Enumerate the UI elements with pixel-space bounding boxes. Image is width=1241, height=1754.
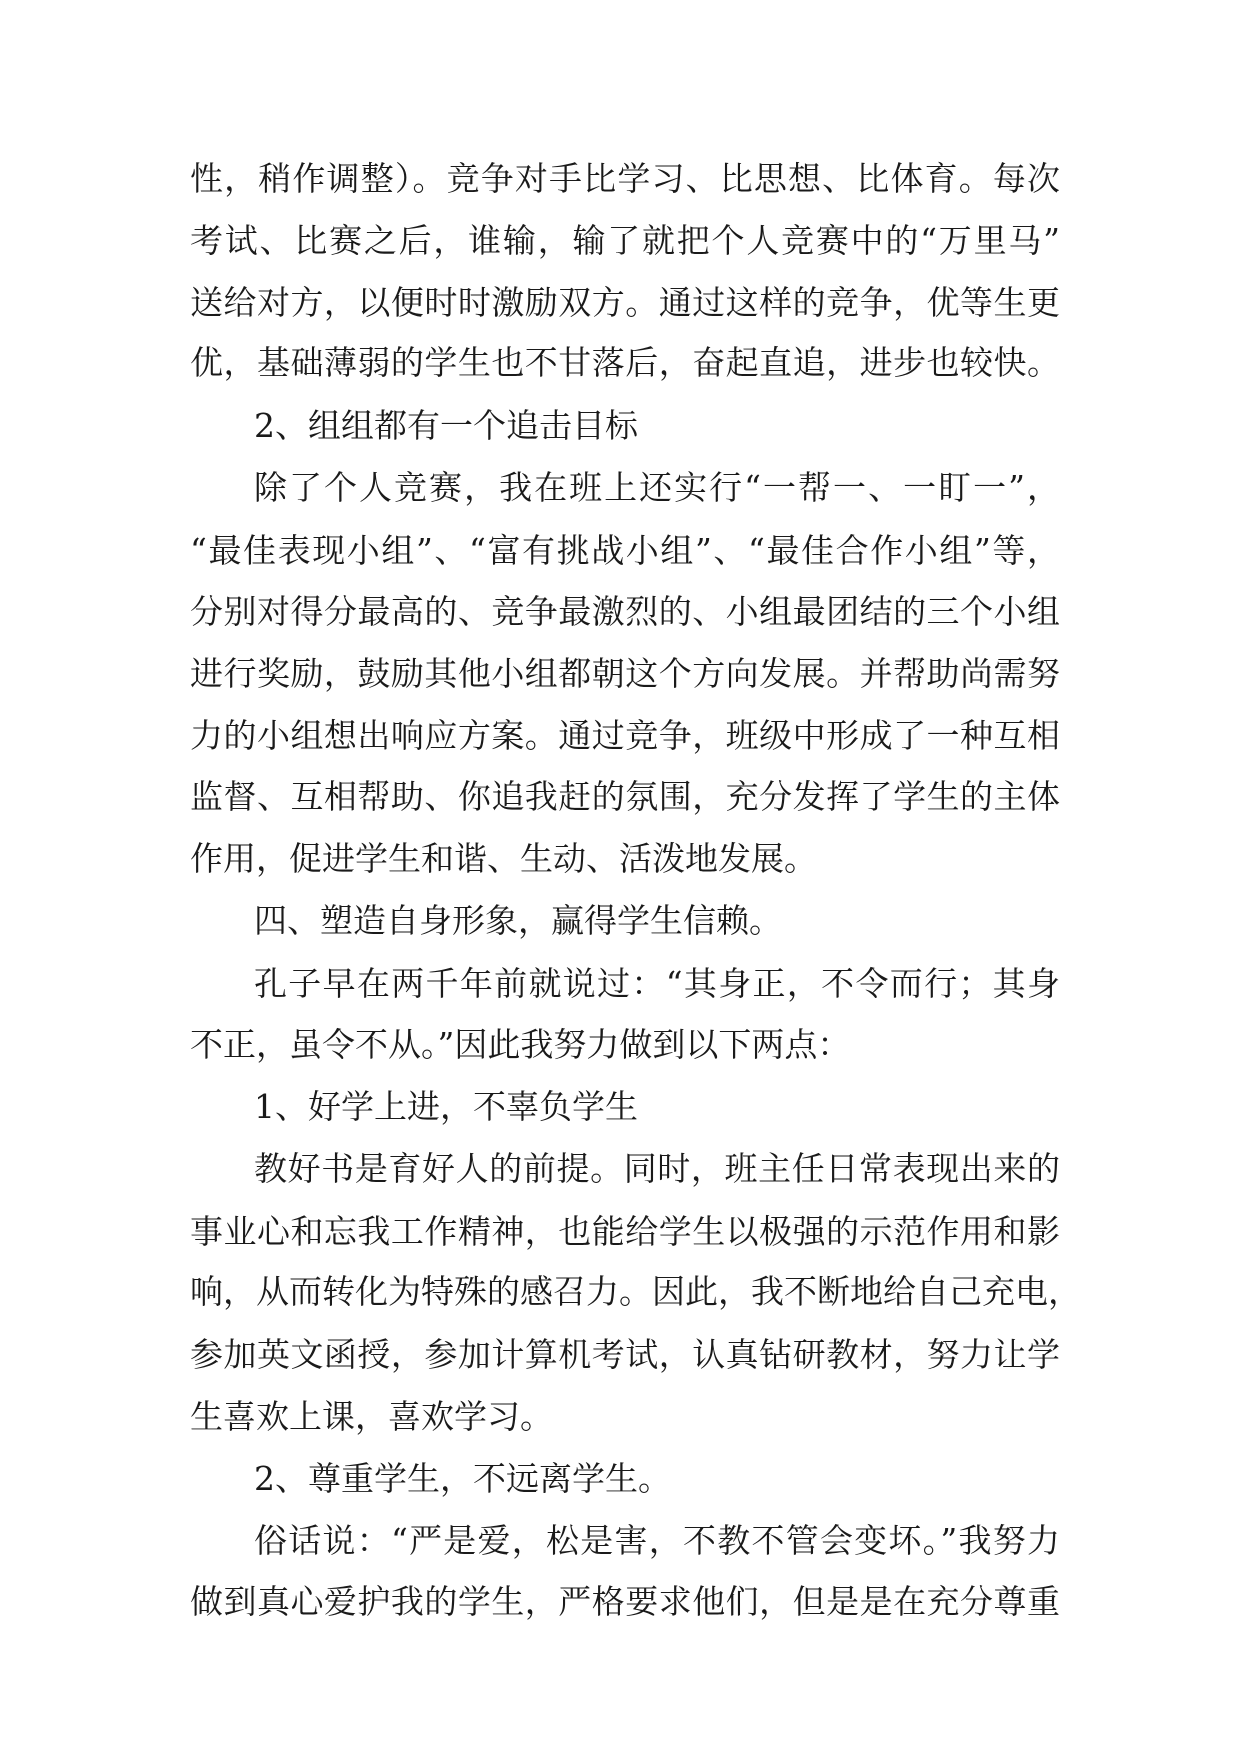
subsection-heading-1: 1、好学上进，不辜负学生 [254, 1087, 638, 1126]
subsection-heading-2: 2、尊重学生，不远离学生。 [254, 1459, 671, 1498]
text-line-14: 孔子早在两千年前就说过：“其身正，不令而行；其身 [254, 964, 1060, 1003]
text-line-11: 监督、互相帮助、你追我赶的氛围，充分发挥了学生的主体 [190, 777, 1060, 816]
text-line-4: 优，基础薄弱的学生也不甘落后，奋起直追，进步也较快。 [190, 343, 1060, 382]
text-line-20: 参加英文函授，参加计算机考试，认真钻研教材，努力让学 [190, 1335, 1060, 1374]
text-line-21: 生喜欢上课，喜欢学习。 [190, 1397, 553, 1436]
text-line-3: 送给对方，以便时时激励双方。通过这样的竞争，优等生更 [190, 283, 1060, 322]
text-line-19: 响，从而转化为特殊的感召力。因此，我不断地给自己充电， [190, 1272, 1081, 1311]
section-heading-2: 2、组组都有一个追击目标 [254, 406, 638, 445]
text-line-18: 事业心和忘我工作精神，也能给学生以极强的示范作用和影 [190, 1212, 1060, 1251]
text-line-23: 俗话说：“严是爱，松是害，不教不管会变坏。”我努力 [254, 1521, 1060, 1560]
text-line-7: “最佳表现小组”、“富有挑战小组”、“最佳合作小组”等， [190, 531, 1060, 570]
text-line-6: 除了个人竞赛，我在班上还实行“一帮一、一盯一”， [254, 468, 1060, 507]
text-line-17: 教好书是育好人的前提。同时，班主任日常表现出来的 [254, 1149, 1060, 1188]
text-line-12: 作用，促进学生和谐、生动、活泼地发展。 [190, 839, 817, 878]
text-line-8: 分别对得分最高的、竞争最激烈的、小组最团结的三个小组 [190, 592, 1060, 631]
text-line-2: 考试、比赛之后，谁输，输了就把个人竞赛中的“万里马” [190, 221, 1060, 260]
text-line-9: 进行奖励，鼓励其他小组都朝这个方向发展。并帮助尚需努 [190, 654, 1060, 693]
text-line-10: 力的小组想出响应方案。通过竞争，班级中形成了一种互相 [190, 716, 1060, 755]
section-heading-4: 四、塑造自身形象，赢得学生信赖。 [254, 901, 782, 940]
text-line-15: 不正，虽令不从。”因此我努力做到以下两点： [190, 1025, 851, 1064]
text-line-1: 性，稍作调整）。竞争对手比学习、比思想、比体育。每次 [190, 159, 1060, 198]
text-line-24: 做到真心爱护我的学生，严格要求他们，但是是在充分尊重 [190, 1582, 1060, 1621]
